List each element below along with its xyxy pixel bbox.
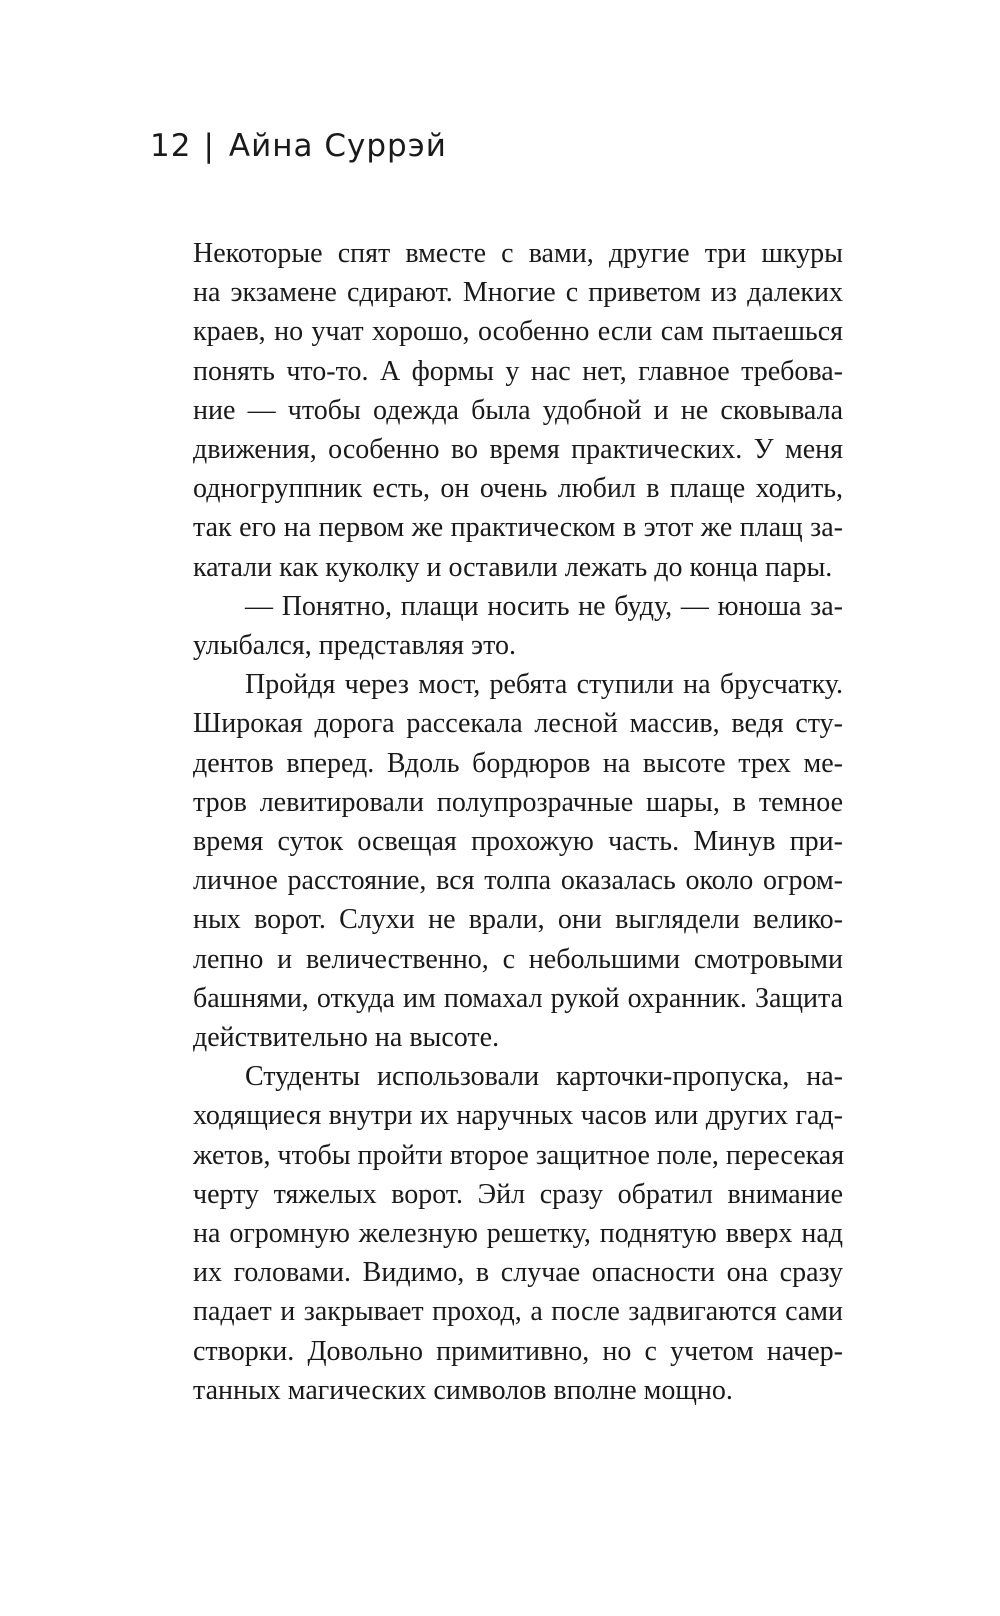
text-line: дентов вперед. Вдоль бордюров на высоте трех ме-	[193, 747, 843, 779]
text-line: падает и закрывает проход, а после задвигаются сами	[193, 1296, 843, 1328]
header-separator: |	[203, 128, 215, 164]
text-line: тров левитировали полупрозрачные шары, в темное	[193, 786, 843, 818]
text-line: их головами. Видимо, в случае опасности она сразу	[193, 1257, 843, 1289]
text-line: на экзамене сдирают. Многие с приветом из далеких	[193, 277, 843, 309]
text-line: Широкая дорога рассекала лесной массив, ведя сту-	[193, 708, 843, 740]
paragraph	[193, 1057, 843, 1410]
page-body	[193, 234, 843, 1410]
text-line: ходящиеся внутри их наручных часов или других гад-	[193, 1100, 843, 1132]
text-line: черту тяжелых ворот. Эйл сразу обратил внимание	[193, 1178, 843, 1210]
text-line: движения, особенно во время практических. У меня	[193, 434, 843, 466]
page-number: 12	[150, 128, 192, 164]
text-line: башнями, откуда им помахал рукой охранник. Защита	[193, 982, 843, 1014]
text-line: ние — чтобы одежда была удобной и не сковывала	[193, 394, 843, 426]
text-line: лепно и величественно, с небольшими смотровыми	[193, 943, 843, 975]
text-line: так его на первом же практическом в этот же плащ за-	[193, 512, 843, 544]
text-line: улыбался, представляя это.	[193, 630, 516, 662]
author-name: Айна Суррэй	[228, 128, 447, 164]
paragraph	[193, 234, 843, 587]
text-line: створки. Довольно примитивно, но с учетом начер-	[193, 1335, 843, 1367]
text-line: жетов, чтобы пройти второе защитное поле, пересекая	[193, 1139, 845, 1171]
text-line: Студенты использовали карточки-пропуска, на-	[245, 1061, 843, 1093]
running-header	[150, 128, 447, 164]
text-line: время суток освещая прохожую часть. Минув при-	[193, 826, 843, 858]
text-line: Пройдя через мост, ребята ступили на брусчатку.	[245, 669, 843, 701]
text-line: на огромную железную решетку, поднятую вверх над	[193, 1218, 843, 1250]
text-line: — Понятно, плащи носить не буду, — юноша за-	[245, 590, 843, 622]
text-line: краев, но учат хорошо, особенно если сам пытаешься	[193, 316, 843, 348]
text-line: понять что-то. А формы у нас нет, главное требова-	[193, 355, 843, 387]
paragraph	[193, 665, 843, 1057]
text-line: ных ворот. Слухи не врали, они выглядели велико-	[193, 904, 843, 936]
text-line: действительно на высоте.	[193, 1022, 500, 1054]
text-line: танных магических символов вполне мощно.	[193, 1374, 733, 1406]
paragraph	[193, 587, 843, 665]
text-line: личное расстояние, вся толпа оказалась около огром-	[193, 865, 843, 897]
text-line: Некоторые спят вместе с вами, другие три шкуры	[193, 238, 843, 269]
text-line: катали как куколку и оставили лежать до конца пары.	[193, 551, 833, 583]
text-line: одногруппник есть, он очень любил в плаще ходить,	[193, 473, 843, 505]
